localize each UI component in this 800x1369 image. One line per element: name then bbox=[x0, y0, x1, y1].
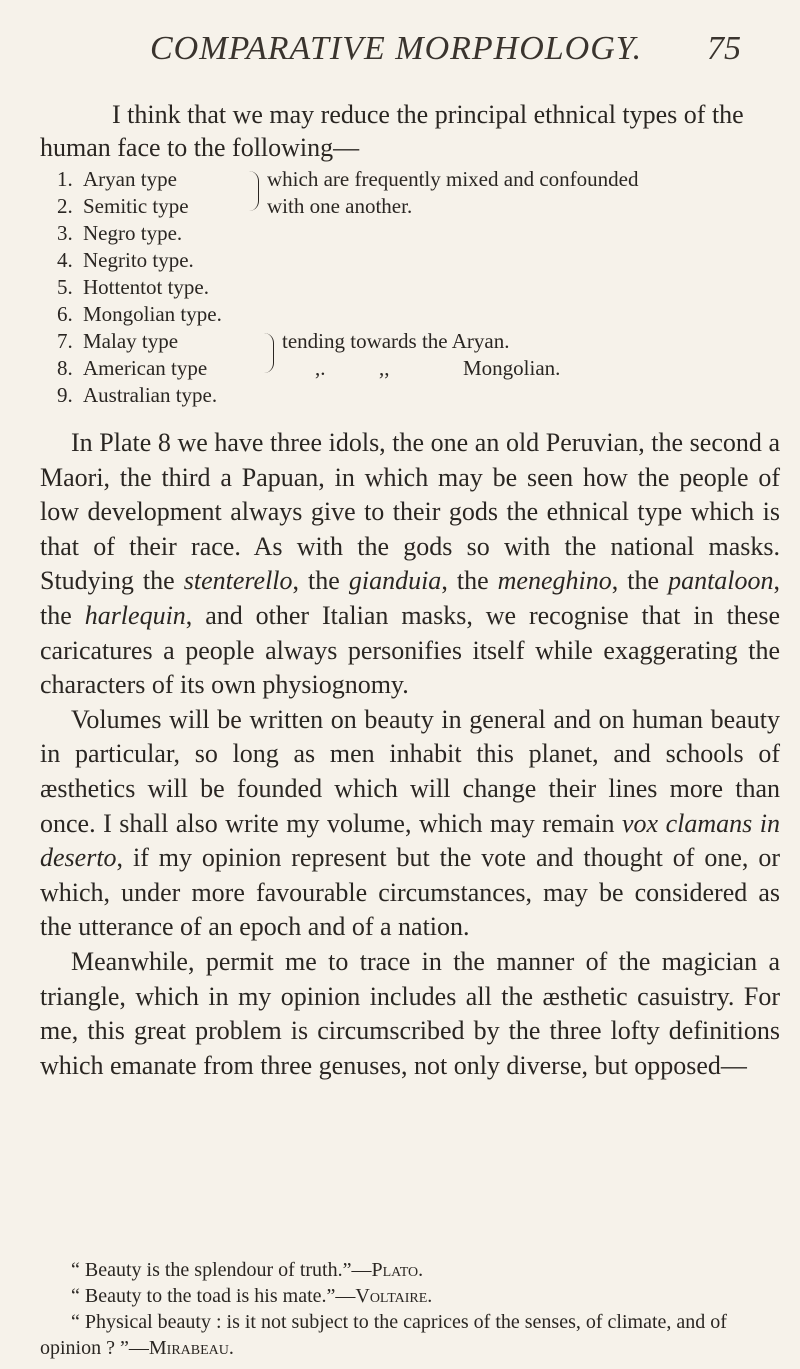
running-title: COMPARATIVE MORPHOLOGY. bbox=[150, 30, 643, 67]
ditto-mark: ,, bbox=[379, 356, 390, 380]
page-number: 75 bbox=[707, 30, 741, 67]
quote-author: Voltaire. bbox=[355, 1285, 433, 1307]
quote-author: Plato. bbox=[371, 1259, 424, 1281]
book-page: COMPARATIVE MORPHOLOGY. 75 I think that we may reduce the principal ethnical types of the human face to the following— 1. Aryan type 2. Semitic type 3. Negro type. 4. Negrito type. 5. Hottentot type. 6. Mongolian type. 7. Malay type 8. American type 9. Australian type. which are frequently mixed and confounded with one another. tending towards the Aryan. ,. ,, Mongolian. In Plate 8 we have three idols, the one an old Peruvian, the second a Maori, the third a Papuan, in which may be seen how the people of low development always give to their gods the ethnical type which is that of their race. As with the gods so with the national masks. Studying the stenterello, the gianduia, the meneghino, the pantaloon, the harlequin, and other Italian masks, we recognise that in these caricatures a people always personifies itself while exaggerating the characters of its own physiognomy. Volumes will be written on beauty in general and on human beauty in particular, so long as men inhabit this planet, and schools of æsthetics will be founded which will change their lines more than once. I shall also write my volume, which may remain vox clamans in deserto, if my opinion represent but the vote and thought of one, or which, under more favourable circumstances, may be considered as the utterance of an epoch and of a nation. Meanwhile, permit me to trace in the manner of the magician a triangle, which in my opinion includes all the æsthetic casuistry. For me, this great problem is circumscribed by the three lofty definitions which emanate from three genuses, not only diverse, but opposed— “ Beauty is the splendour of truth.”—Plato. “ Beauty to the toad is his mate.”—Voltaire. “ Physical beauty : is it not subject to the caprices of the senses, of climate, and of opinion ? ”—Mirabeau. bbox=[0, 0, 800, 1369]
intro-paragraph: I think that we may reduce the principal ethnical types of the human face to the following— bbox=[40, 100, 744, 162]
group-note: which are frequently mixed and confounded bbox=[267, 167, 639, 191]
group-brace bbox=[264, 333, 274, 373]
body-paragraph: Meanwhile, permit me to trace in the manner of the magician a triangle, which in my opinion includes all the æsthetic casuistry. For me, this great problem is circumscribed by the three lofty definitions which emanate from three genuses, not only diverse, but opposed— bbox=[40, 946, 780, 1080]
ditto-mark: ,. bbox=[315, 356, 326, 380]
quotation: “ Physical beauty : is it not subject to the caprices of the senses, of climate, and of opinion ? ”—Mirabeau. bbox=[40, 1311, 727, 1359]
body-paragraph: In Plate 8 we have three idols, the one an old Peruvian, the second a Maori, the third a Papuan, in which may be seen how the people of low development always give to their gods the ethnical type which is that of their race. As with the gods so with the national masks. Studying the stenterello, the gianduia, the meneghino, the pantaloon, the harlequin, and other Italian masks, we recognise that in these caricatures a people always personifies itself while exaggerating the characters of its own physiognomy. bbox=[40, 428, 781, 700]
group-note: with one another. bbox=[267, 194, 413, 218]
group-note: Mongolian. bbox=[463, 356, 561, 380]
quotation: “ Beauty to the toad is his mate.”—Voltaire. bbox=[71, 1285, 433, 1307]
group-note: tending towards the Aryan. bbox=[282, 329, 510, 353]
group-brace bbox=[249, 171, 259, 211]
quotations bbox=[40, 1257, 780, 1361]
page-header bbox=[0, 30, 800, 80]
body-paragraph: Volumes will be written on beauty in general and on human beauty in particular, so long as men inhabit this planet, and schools of æsthetics will be founded which will change their lines more than once. I shall also write my volume, which may remain vox clamans in deserto, if my opinion represent but the vote and thought of one, or which, under more favourable circumstances, may be considered as the utterance of an epoch and of a nation. bbox=[40, 704, 780, 942]
body-text bbox=[40, 426, 780, 1083]
quotation: “ Beauty is the splendour of truth.”—Plato. bbox=[71, 1259, 424, 1281]
quote-author: Mirabeau. bbox=[148, 1337, 234, 1359]
